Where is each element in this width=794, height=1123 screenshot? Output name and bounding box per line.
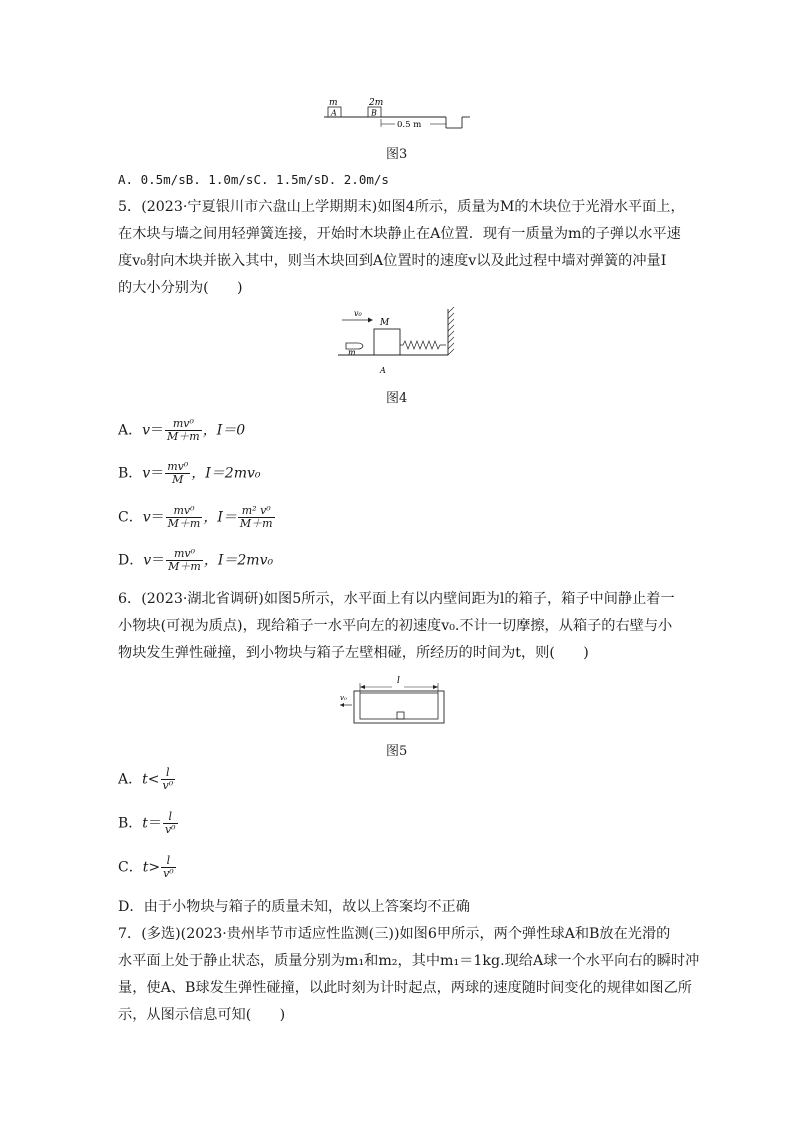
box-outer bbox=[354, 691, 444, 723]
q6-line-1: 6．(2023·湖北省调研)如图5所示，水平面上有以内壁间距为l的箱子，箱子中间静止着一 bbox=[118, 591, 675, 607]
q5-line-1: 5．(2023·宁夏银川市六盘山上学期期末)如图4所示，质量为M的木块位于光滑水平面上， bbox=[118, 199, 685, 215]
figure-3-diagram bbox=[320, 94, 480, 134]
fig5-v0-label: v₀ bbox=[340, 694, 347, 702]
q5-option-d: D．v＝ $\frac{\text{mv⁰}}{M+m}$ ，I＝2mv₀ bbox=[118, 547, 274, 573]
fig4-v0-label: v₀ bbox=[354, 309, 362, 318]
q5-option-a: A．v＝ $\frac{\text{mv⁰}}{M+m}$ ，I＝0 bbox=[118, 417, 246, 443]
q6-option-c: C．t> $\frac{l}{\text{v⁰}}$ bbox=[118, 854, 174, 880]
fig3-label-m: m bbox=[329, 98, 338, 108]
fig3-options: A. 0.5m/sB. 1.0m/sC. 1.5m/sD. 2.0m/s bbox=[118, 172, 389, 187]
q5-line-4: 的大小分别为( ) bbox=[118, 280, 243, 296]
q5-line-3: 度v₀射向木块并嵌入其中，则当木块回到A位置时的速度v以及此过程中墙对弹簧的冲量I bbox=[118, 253, 667, 269]
q6-option-a: A．t< $\frac{l}{\text{v⁰}}$ bbox=[118, 766, 174, 792]
fig3-distance-label: 0.5 m bbox=[397, 120, 422, 130]
q6-line-2: 小物块(可视为质点)，现给箱子一水平向左的初速度v₀.不计一切摩擦，从箱子的右壁与小 bbox=[118, 618, 673, 634]
q5-option-b: B．v＝ $\frac{\text{mv⁰}}{M}$ ，I＝2mv₀ bbox=[118, 460, 261, 486]
fig4-caption: 图4 bbox=[386, 391, 408, 406]
q6-option-b: B．t＝ $\frac{l}{\text{v⁰}}$ bbox=[118, 810, 176, 836]
q5-line-2: 在木块与墙之间用轻弹簧连接，开始时木块静止在A位置．现有一质量为m的子弹以水平速 bbox=[118, 226, 681, 242]
fig3-label-2m: 2m bbox=[369, 98, 384, 108]
fig4-big-m-label: M bbox=[380, 318, 390, 328]
box-inner bbox=[360, 693, 438, 719]
q5-option-c: C．v＝ $\frac{\text{mv⁰}}{M+m}$ ，I＝ $\frac{\text{m² v⁰}}{M+m}$ bbox=[118, 504, 273, 530]
fig5-caption: 图5 bbox=[386, 744, 408, 759]
spring bbox=[400, 341, 446, 349]
fig3-caption: 图3 bbox=[386, 147, 408, 162]
block-m bbox=[374, 329, 400, 355]
figure-4-diagram bbox=[336, 305, 466, 379]
fig4-a-label: A bbox=[380, 366, 386, 375]
q6-option-d: D．由于小物块与箱子的质量未知，故以上答案均不正确 bbox=[118, 899, 470, 915]
q7-line-3: 量，使A、B球发生弹性碰撞，以此时刻为计时起点，两球的速度随时间变化的规律如图乙所 bbox=[118, 980, 692, 996]
q6-line-3: 物块发生弹性碰撞，到小物块与箱子左壁相碰，所经历的时间为t，则( ) bbox=[118, 645, 589, 661]
fig3-label-a: A bbox=[331, 108, 337, 118]
q7-line-1: 7．(多选)(2023·贵州毕节市适应性监测(三))如图6甲所示，两个弹性球A和B放在光滑的 bbox=[118, 926, 671, 942]
q7-line-2: 水平面上处于静止状态，质量分别为m₁和m₂，其中m₁＝1kg.现给A球一个水平向右的瞬时冲 bbox=[118, 953, 700, 969]
figure-5-diagram bbox=[334, 673, 464, 729]
fig3-label-b: B bbox=[371, 108, 377, 118]
small-block bbox=[397, 712, 404, 719]
fig4-m-label: m bbox=[348, 348, 356, 357]
q7-line-4: 示，从图示信息可知( ) bbox=[118, 1007, 286, 1023]
fig5-l-label: l bbox=[397, 676, 400, 686]
